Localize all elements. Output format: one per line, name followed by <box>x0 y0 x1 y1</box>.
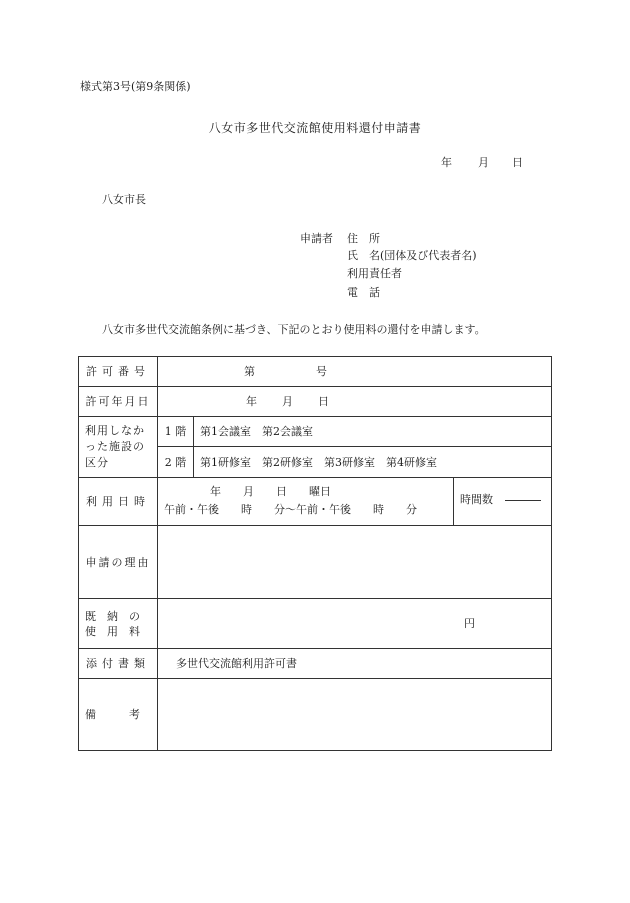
application-statement: 八女市多世代交流館条例に基づき、下記のとおり使用料の還付を申請します。 <box>102 323 486 336</box>
usage-datetime-field[interactable] <box>158 478 454 526</box>
floor-2-rooms[interactable]: 第1研修室 第2研修室 第3研修室 第4研修室 <box>194 447 552 478</box>
form-number: 様式第3号(第9条関係) <box>80 80 191 93</box>
row-attachments <box>79 649 552 679</box>
applicant-label: 申請者 <box>300 232 333 245</box>
addressee: 八女市長 <box>102 193 146 206</box>
remarks-label: 備 考 <box>79 679 158 751</box>
paid-fee-label-line1: 既 納 の <box>85 609 140 623</box>
row-paid-fee <box>79 599 552 649</box>
floor-2-label: 2 階 <box>158 447 194 478</box>
unused-facility-label: 利用しなかった施設の区分 <box>79 417 158 478</box>
permit-date-day: 日 <box>318 395 329 408</box>
applicant-phone: 電 話 <box>347 286 380 299</box>
row-remarks <box>79 679 552 751</box>
permit-date-month: 月 <box>282 395 293 408</box>
remarks-field[interactable] <box>158 679 552 751</box>
hours-label: 時間数 <box>460 493 493 506</box>
applicant-name: 氏 名(団体及び代表者名) <box>347 249 477 262</box>
date-day: 日 <box>512 156 523 169</box>
paid-fee-field[interactable] <box>158 599 552 649</box>
floor-1-label: 1 階 <box>158 417 194 447</box>
permit-number-field[interactable] <box>158 357 552 387</box>
applicant-address: 住 所 <box>347 232 380 245</box>
permit-date-field[interactable] <box>158 387 552 417</box>
floor-1-rooms[interactable]: 第1会議室 第2会議室 <box>194 417 552 447</box>
date-month: 月 <box>478 156 489 169</box>
usage-datetime-label: 利用日時 <box>79 478 158 526</box>
attachments-label: 添付書類 <box>79 649 158 679</box>
permit-number-label: 許可番号 <box>79 357 158 387</box>
permit-number-dai: 第 <box>244 365 255 378</box>
hours-blank-line <box>505 500 541 501</box>
usage-date-line: 年 月 日 曜日 <box>210 485 331 498</box>
row-permit-number <box>79 357 552 387</box>
reason-label: 申請の理由 <box>79 526 158 599</box>
hours-cell[interactable] <box>454 478 552 526</box>
permit-date-year: 年 <box>246 395 257 408</box>
permit-number-go: 号 <box>316 365 327 378</box>
document-title: 八女市多世代交流館使用料還付申請書 <box>208 121 422 135</box>
date-year: 年 <box>441 156 452 169</box>
attachments-value[interactable]: 多世代交流館利用許可書 <box>158 649 552 679</box>
application-form-table <box>78 356 552 751</box>
paid-fee-label <box>79 599 158 649</box>
usage-time-line: 午前・午後 時 分〜午前・午後 時 分 <box>164 503 417 516</box>
row-permit-date <box>79 387 552 417</box>
row-reason <box>79 526 552 599</box>
paid-fee-label-line2: 使 用 料 <box>85 624 140 638</box>
permit-date-label: 許可年月日 <box>79 387 158 417</box>
row-usage-datetime <box>79 478 552 526</box>
yen-unit: 円 <box>464 617 475 630</box>
reason-field[interactable] <box>158 526 552 599</box>
row-unused-floor1 <box>79 417 552 447</box>
applicant-responsible: 利用責任者 <box>347 267 402 280</box>
